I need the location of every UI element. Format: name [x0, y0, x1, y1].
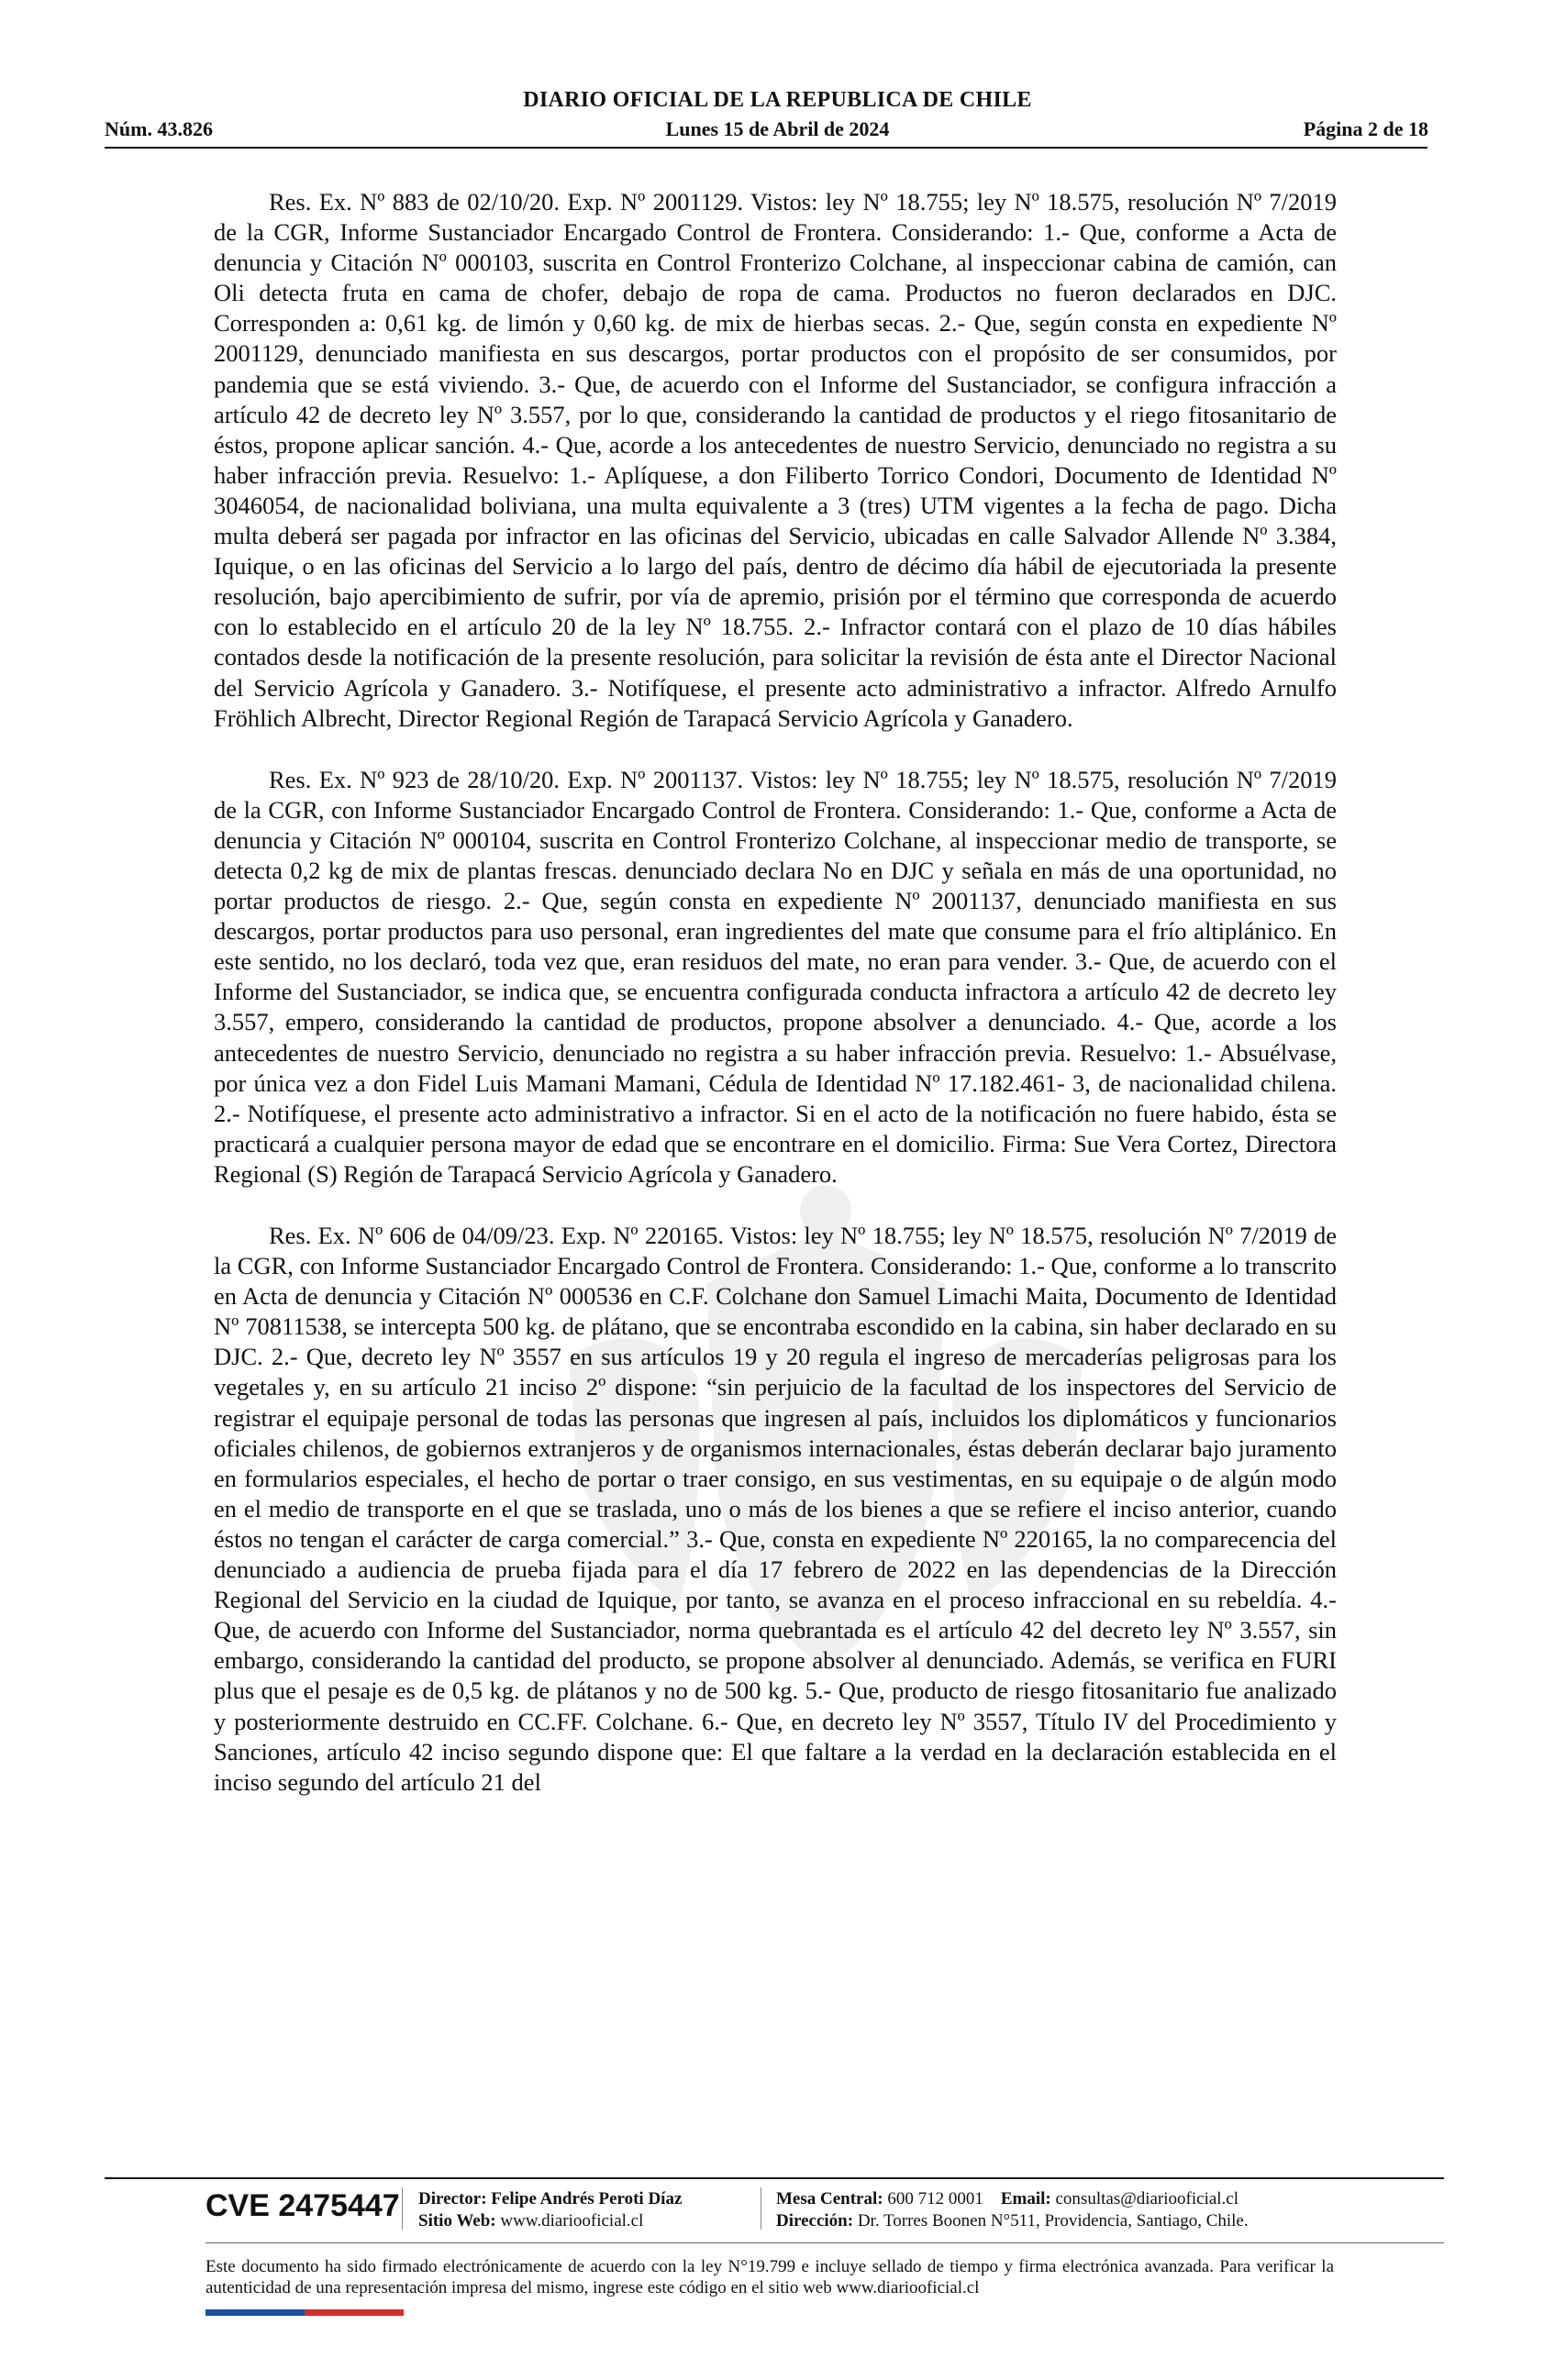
- mesa-phone: 600 712 0001: [887, 2189, 983, 2208]
- email-label: Email:: [1000, 2189, 1051, 2208]
- address-value: Dr. Torres Boonen N°511, Providencia, Santiago, Chile.: [857, 2211, 1249, 2231]
- footer-separator: [402, 2187, 403, 2230]
- gazette-title: DIARIO OFICIAL DE LA REPUBLICA DE CHILE: [523, 88, 1032, 112]
- flag-red-segment: [305, 2309, 404, 2316]
- cve-code: CVE 2475447: [205, 2188, 400, 2223]
- mesa-label: Mesa Central:: [776, 2189, 883, 2208]
- issue-date: Lunes 15 de Abril de 2024: [665, 117, 890, 140]
- director-name: Felipe Andrés Peroti Díaz: [491, 2189, 683, 2208]
- chile-flag-bar: [205, 2309, 404, 2316]
- page-number: Página 2 de 18: [1303, 117, 1428, 140]
- director-label: Director:: [418, 2189, 487, 2208]
- email-link[interactable]: consultas@diariooficial.cl: [1055, 2189, 1239, 2208]
- footer-divider-lower: [205, 2242, 1444, 2243]
- address-label: Dirección:: [776, 2211, 854, 2231]
- footer-contact-block: [776, 2188, 1249, 2232]
- flag-blue-segment: [205, 2309, 305, 2316]
- document-body: [214, 187, 1337, 1829]
- website-link[interactable]: www.diariooficial.cl: [500, 2211, 644, 2231]
- footer-director-block: [418, 2188, 682, 2232]
- header-divider: [105, 147, 1427, 149]
- issue-number: Núm. 43.826: [105, 117, 213, 140]
- resolution-paragraph: Res. Ex. Nº 923 de 28/10/20. Exp. Nº 2001137. Vistos: ley Nº 18.755; ley Nº 18.575, resolución Nº 7/2019 de la CGR, con Informe Sustanciador Encargado Control de Frontera. Considerando: 1.- Que, conforme a Acta de denuncia y Citación Nº 000104, suscrita en Control Fronterizo Colchane, al inspeccionar medio de transporte, se detecta 0,2 kg de mix de plantas frescas. denunciado declara No en DJC y señala en más de una oportunidad, no portar productos de riesgo. 2.- Que, según consta en expediente Nº 2001137, denunciado manifiesta en sus descargos, portar productos para uso personal, eran ingredientes del mate que consume para el frío altiplánico. En este sentido, no los declaró, toda vez que, eran residuos del mate, no eran para vender. 3.- Que, de acuerdo con el Informe del Sustanciador, se indica que, se encuentra configurada conducta infractora a artículo 42 de decreto ley 3.557, empero, considerando la cantidad de productos, propone absolver a denunciado. 4.- Que, acorde a los antecedentes de nuestro Servicio, denunciado no registra a su haber infracción previa. Resuelvo: 1.- Absuélvase, por única vez a don Fidel Luis Mamani Mamani, Cédula de Identidad Nº 17.182.461- 3, de nacionalidad chilena. 2.- Notifíquese, el presente acto administrativo a infractor. Si en el acto de la notificación no fuere habido, ésta se practicará a cualquier persona mayor de edad que se encontrare en el domicilio. Firma: Sue Vera Cortez, Directora Regional (S) Región de Tarapacá Servicio Agrícola y Ganadero.: [214, 765, 1337, 1188]
- resolution-paragraph: Res. Ex. Nº 883 de 02/10/20. Exp. Nº 2001129. Vistos: ley Nº 18.755; ley Nº 18.575, resolución Nº 7/2019 de la CGR, Informe Sustanciador Encargado Control de Frontera. Considerando: 1.- Que, conforme a Acta de denuncia y Citación Nº 000103, suscrita en Control Fronterizo Colchane, al inspeccionar cabina de camión, can Oli detecta fruta en cama de chofer, debajo de ropa de cama. Productos no fueron declarados en DJC. Corresponden a: 0,61 kg. de limón y 0,60 kg. de mix de hierbas secas. 2.- Que, según consta en expediente Nº 2001129, denunciado manifiesta en sus descargos, portar productos con el propósito de ser consumidos, por pandemia que se está viviendo. 3.- Que, de acuerdo con el Informe del Sustanciador, se configura infracción a artículo 42 de decreto ley Nº 3.557, por lo que, considerando la cantidad de productos y el riego fitosanitario de éstos, propone aplicar sanción. 4.- Que, acorde a los antecedentes de nuestro Servicio, denunciado no registra a su haber infracción previa. Resuelvo: 1.- Aplíquese, a don Filiberto Torrico Condori, Documento de Identidad Nº 3046054, de nacionalidad boliviana, una multa equivalente a 3 (tres) UTM vigentes a la fecha de pago. Dicha multa deberá ser pagada por infractor en las oficinas del Servicio, ubicadas en calle Salvador Allende Nº 3.384, Iquique, o en las oficinas del Servicio a lo largo del país, dentro de décimo día hábil de ejecutoriada la presente resolución, bajo apercibimiento de sufrir, por vía de apremio, prisión por el término que corresponda de acuerdo con lo establecido en el artículo 20 de la ley Nº 18.755. 2.- Infractor contará con el plazo de 10 días hábiles contados desde la notificación de la presente resolución, para solicitar la revisión de ésta ante el Director Nacional del Servicio Agrícola y Ganadero. 3.- Notifíquese, el presente acto administrativo a infractor. Alfredo Arnulfo Fröhlich Albrecht, Director Regional Región de Tarapacá Servicio Agrícola y Ganadero.: [214, 188, 1337, 732]
- resolution-paragraph: Res. Ex. Nº 606 de 04/09/23. Exp. Nº 220165. Vistos: ley Nº 18.755; ley Nº 18.575, resolución Nº 7/2019 de la CGR, con Informe Sustanciador Encargado Control de Frontera. Considerando: 1.- Que, conforme a lo transcrito en Acta de denuncia y Citación Nº 000536 en C.F. Colchane don Samuel Limachi Maita, Documento de Identidad Nº 70811538, se intercepta 500 kg. de plátano, que se encontraba escondido en la cabina, sin haber declarado en su DJC. 2.- Que, decreto ley Nº 3557 en sus artículos 19 y 20 regula el ingreso de mercaderías peligrosas para los vegetales y, en su artículo 21 inciso 2º dispone: “sin perjuicio de la facultad de los inspectores del Servicio de registrar el equipaje personal de todas las personas que ingresen al país, incluidos los diplomáticos y funcionarios oficiales chilenos, de gobiernos extranjeros y de organismos internacionales, éstas deberán declarar bajo juramento en formularios especiales, el hecho de portar o traer consigo, en sus vestimentas, en su equipaje o de algún modo en el medio de transporte en el que se traslada, uno o más de los bienes a que se refiere el inciso anterior, cuando éstos no tengan el carácter de carga comercial.” 3.- Que, consta en expediente Nº 220165, la no comparecencia del denunciado a audiencia de prueba fijada para el día 17 febrero de 2022 en las dependencias de la Dirección Regional del Servicio en la ciudad de Iquique, por tanto, se avanza en el proceso infraccional en su rebeldía. 4.- Que, de acuerdo con Informe del Sustanciador, norma quebrantada es el artículo 42 del decreto ley Nº 3.557, sin embargo, considerando la cantidad del producto, se propone absolver al denunciado. Además, se verifica en FURI plus que el pesaje es de 0,5 kg. de plátanos y no de 500 kg. 5.- Que, producto de riesgo fitosanitario fue analizado y posteriormente destruido en CC.FF. Colchane. 6.- Que, en decreto ley Nº 3557, Título IV del Procedimiento y Sanciones, artículo 42 inciso segundo dispone que: El que faltare a la verdad en la declaración establecida en el inciso segundo del artículo 21 del: [214, 1222, 1337, 1796]
- footer-divider: [105, 2177, 1444, 2179]
- legal-notice: Este documento ha sido firmado electrónicamente de acuerdo con la ley N°19.799 e incluye sellado de tiempo y firma electrónica avanzada. Para verificar la autenticidad de una representación impresa del mismo, ingrese este código en el sitio web www.diariooficial.cl: [205, 2257, 1334, 2297]
- website-label: Sitio Web:: [418, 2211, 496, 2231]
